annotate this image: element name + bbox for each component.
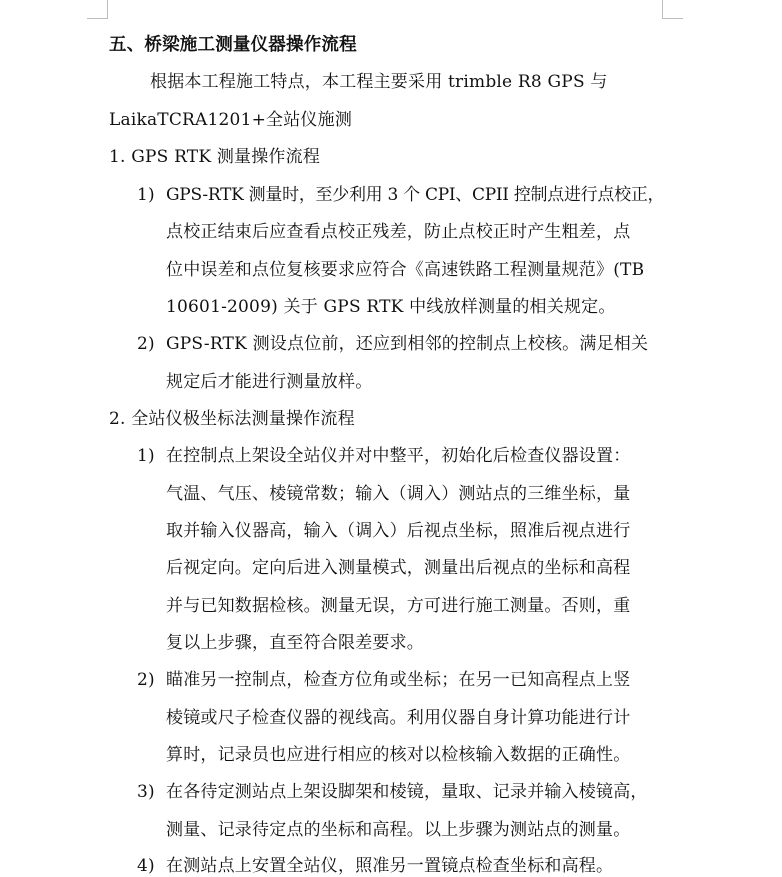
list-item-line: 后视定向。定向后进入测量模式，测量出后视点的坐标和高程 <box>166 558 631 578</box>
list-item-line: 并与已知数据检核。测量无误，方可进行施工测量。否则，重 <box>166 596 631 616</box>
intro-line-1 <box>150 72 608 92</box>
intro-line-2: LaikaTCRA1201+全站仪施测 <box>109 110 353 130</box>
list-item-line: 测量、记录待定点的坐标和高程。以上步骤为测站点的测量。 <box>166 820 631 840</box>
list-number: 1) <box>137 446 155 466</box>
section-title: 五、桥梁施工测量仪器操作流程 <box>109 35 357 55</box>
list-item-line: 10601-2009) 关于 GPS RTK 中线放样测量的相关规定。 <box>166 297 616 317</box>
list-item-line: 在各待定测站点上架设脚架和棱镜，量取、记录并输入棱镜高， <box>166 782 648 802</box>
list-item-line: GPS-RTK 测量时，至少利用 3 个 CPI、CPII 控制点进行点校正， <box>166 185 665 205</box>
list-number: 2) <box>137 334 155 354</box>
intro-text: 根据本工程施工特点，本工程主要采用 trimble R8 GPS 与 <box>150 72 608 92</box>
list-item-line: 点校正结束后应查看点校正残差，防止点校正时产生粗差，点 <box>166 222 631 242</box>
subsection-2-heading: 2. 全站仪极坐标法测量操作流程 <box>109 409 355 429</box>
list-item-line: 复以上步骤，直至符合限差要求。 <box>166 633 424 653</box>
subsection-1-heading: 1. GPS RTK 测量操作流程 <box>109 147 321 167</box>
list-item-line: 气温、气压、棱镜常数；输入（调入）测站点的三维坐标，量 <box>166 484 631 504</box>
list-item-line: 取并输入仪器高，输入（调入）后视点坐标，照准后视点进行 <box>166 521 631 541</box>
list-number: 3) <box>137 782 155 802</box>
list-item-line: GPS-RTK 测设点位前，还应到相邻的控制点上校核。满足相关 <box>166 334 649 354</box>
list-item-line: 在控制点上架设全站仪并对中整平，初始化后检查仪器设置： <box>166 446 631 466</box>
list-item-line: 位中误差和点位复核要求应符合《高速铁路工程测量规范》(TB <box>166 260 645 280</box>
margin-mark-top-right-v <box>662 0 663 19</box>
margin-mark-top-right-h <box>663 18 683 19</box>
margin-mark-top-left-h <box>87 18 107 19</box>
list-item-line: 规定后才能进行测量放样。 <box>166 372 373 392</box>
margin-mark-top-left-v <box>107 0 108 19</box>
list-number: 4) <box>137 856 155 876</box>
list-item-line: 瞄准另一控制点，检查方位角或坐标；在另一已知高程点上竖 <box>166 670 631 690</box>
list-number: 2) <box>137 670 155 690</box>
list-item-line: 棱镜或尺子检查仪器的视线高。利用仪器自身计算功能进行计 <box>166 708 631 728</box>
list-number: 1) <box>137 185 155 205</box>
list-item-line: 在测站点上安置全站仪，照准另一置镜点检查坐标和高程。 <box>166 856 614 876</box>
list-item-line: 算时，记录员也应进行相应的核对以检核输入数据的正确性。 <box>166 745 631 765</box>
